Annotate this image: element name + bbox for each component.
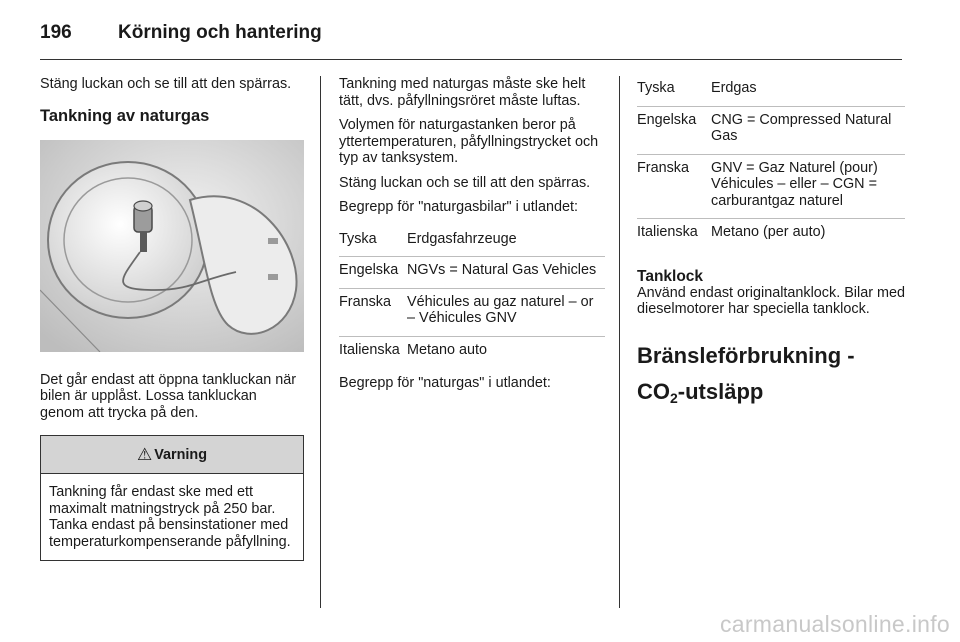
paragraph: Begrepp för "naturgas" i utlandet: <box>339 375 551 391</box>
language-cell: Franska <box>339 293 391 310</box>
heading-text: -utsläpp <box>677 378 764 404</box>
term-cell: NGVs = Natural Gas Vehicles <box>407 262 597 278</box>
term-cell: Erdgasfahrzeuge <box>407 230 517 247</box>
language-cell: Tyska <box>637 80 675 96</box>
term-cell: Erdgas <box>711 80 757 96</box>
table-row <box>339 336 605 367</box>
table-row <box>339 257 605 289</box>
heading-text: Bränsleförbrukning - CO <box>637 342 855 404</box>
table-row <box>637 80 905 106</box>
language-cell: Engelska <box>339 262 399 278</box>
table-row <box>339 226 605 257</box>
vehicle-terms-table <box>339 226 605 368</box>
warning-box <box>40 435 304 561</box>
table-row <box>637 106 905 154</box>
flap-caption: Det går endast att öppna tankluckan när bilen är upplåst. Lossa tankluckan genom att trycka på den. <box>40 371 297 421</box>
warning-title: Varning <box>154 446 208 463</box>
term-cell: Metano auto <box>407 341 488 358</box>
section-heading-natural-gas: Tankning av naturgas <box>40 106 210 125</box>
paragraph: Stäng luckan och se till att den spärras. <box>339 174 591 191</box>
page-header <box>40 18 902 60</box>
column-divider <box>619 76 620 608</box>
tanklock-heading: Tanklock <box>637 267 704 285</box>
table-row <box>637 219 905 250</box>
warning-header <box>41 436 303 474</box>
language-cell: Italienska <box>637 224 698 240</box>
language-cell: Italienska <box>339 341 400 358</box>
language-cell: Franska <box>637 159 689 176</box>
column-divider <box>320 76 321 608</box>
column-2 <box>339 76 605 392</box>
term-cell: Metano (per auto) <box>711 224 826 240</box>
paragraph: Begrepp för "naturgasbilar" i utlandet: <box>339 199 579 215</box>
column-1 <box>40 76 304 561</box>
paragraph: Volymen för naturgastanken beror på yttertemperaturen, påfyllningstrycket och typ av tanksystem. <box>339 117 599 166</box>
heading-subscript: 2 <box>670 389 678 406</box>
warning-text: Tankning får endast ske med ett maximalt matningstryck på 250 bar. Tanka endast på bensinstationer med temperaturkompenserande påfyllning. <box>49 484 291 550</box>
warning-icon: ⚠ <box>136 444 153 464</box>
gas-terms-table <box>637 80 905 250</box>
intro-paragraph: Stäng luckan och se till att den spärras. <box>40 76 292 92</box>
table-row <box>339 288 605 336</box>
paragraph: Tankning med naturgas måste ske helt tätt, dvs. påfyllningsröret måste luftas. <box>339 76 586 109</box>
watermark: carmanualsonline.info <box>719 611 950 637</box>
term-cell: CNG = Compressed Natural Gas <box>711 111 892 144</box>
page-title: Körning och hantering <box>118 22 322 43</box>
tanklock-text: Använd endast originaltanklock. Bilar med dieselmotorer har speciella tanklock. <box>637 284 905 317</box>
fuel-flap-illustration <box>40 140 304 352</box>
language-cell: Engelska <box>637 111 697 128</box>
page-number: 196 <box>40 22 72 43</box>
term-cell: Véhicules au gaz naturel – or – Véhicules GNV <box>407 293 594 326</box>
language-cell: Tyska <box>339 230 377 247</box>
column-3 <box>637 76 905 416</box>
consumption-heading <box>637 338 905 416</box>
term-cell: GNV = Gaz Naturel (pour) Véhicules – eller – CGN = carburantgaz naturel <box>711 159 878 209</box>
table-row <box>637 154 905 219</box>
